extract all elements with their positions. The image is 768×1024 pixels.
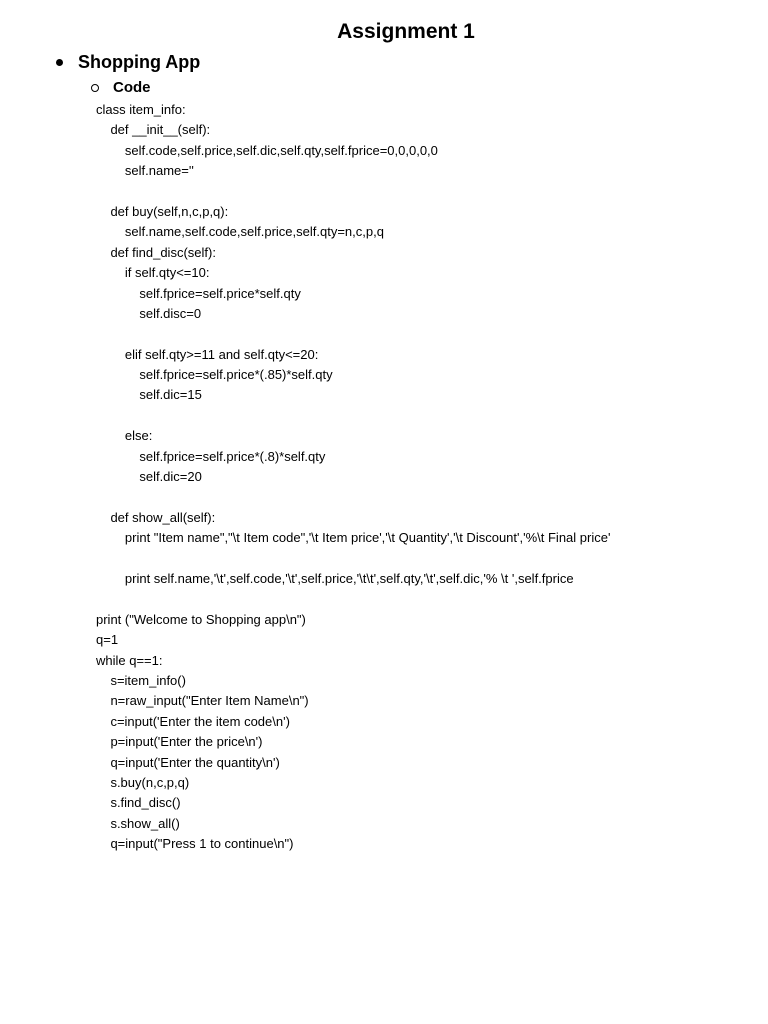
code-line: s.buy(n,c,p,q) xyxy=(96,774,190,790)
code-line: q=1 xyxy=(96,632,119,648)
code-line: self.fprice=self.price*(.8)*self.qty xyxy=(96,448,326,464)
section-heading: Shopping App xyxy=(78,52,201,72)
code-line xyxy=(96,487,610,507)
code-line: n=raw_input("Enter Item Name\n") xyxy=(96,693,309,709)
subsection-heading: Code xyxy=(113,79,151,96)
code-line xyxy=(96,324,610,344)
code-line xyxy=(96,589,610,609)
bullet-disc-icon xyxy=(56,59,63,66)
code-line: q=input("Press 1 to continue\n") xyxy=(96,836,294,852)
code-line: if self.qty<=10: xyxy=(96,265,210,281)
section-bullet xyxy=(56,48,200,76)
code-line: def buy(self,n,c,p,q): xyxy=(96,203,229,219)
code-line: self.name,self.code,self.price,self.qty=n,c,p,q xyxy=(96,224,384,240)
code-line: s=item_info() xyxy=(96,672,186,688)
code-line xyxy=(96,406,610,426)
code-line: self.dic=20 xyxy=(96,469,202,485)
code-line: print self.name,'\t',self.code,'\t',self.price,'\t\t',self.qty,'\t',self.dic,'% \t ',self.fprice xyxy=(96,570,574,586)
code-line: self.code,self.price,self.dic,self.qty,self.fprice=0,0,0,0,0 xyxy=(96,142,438,158)
code-line: self.fprice=self.price*(.85)*self.qty xyxy=(96,367,333,383)
code-line: c=input('Enter the item code\n') xyxy=(96,713,290,729)
code-line: def find_disc(self): xyxy=(96,244,216,260)
code-line: def __init__(self): xyxy=(96,122,211,138)
code-line: self.fprice=self.price*self.qty xyxy=(96,285,301,301)
code-line: def show_all(self): xyxy=(96,509,216,525)
code-line: self.name='' xyxy=(96,163,194,179)
code-line: q=input('Enter the quantity\n') xyxy=(96,754,280,770)
page-title: Assignment 1 xyxy=(337,20,475,43)
bullet-circle-icon xyxy=(91,84,99,92)
code-line: s.find_disc() xyxy=(96,795,181,811)
code-line: s.show_all() xyxy=(96,815,180,831)
code-line xyxy=(96,549,610,569)
code-line: self.dic=15 xyxy=(96,387,202,403)
code-line xyxy=(96,182,610,202)
code-line: while q==1: xyxy=(96,652,163,668)
code-line: else: xyxy=(96,428,153,444)
code-block xyxy=(96,100,610,854)
code-line: print "Item name","\t Item code",'\t Item price','\t Quantity','\t Discount','%\t Final price' xyxy=(96,530,611,546)
code-line: self.disc=0 xyxy=(96,305,202,321)
code-line: print ("Welcome to Shopping app\n") xyxy=(96,611,306,627)
code-line: p=input('Enter the price\n') xyxy=(96,734,263,750)
code-line: class item_info: xyxy=(96,102,186,117)
code-line: elif self.qty>=11 and self.qty<=20: xyxy=(96,346,319,362)
subsection-bullet xyxy=(91,77,151,99)
